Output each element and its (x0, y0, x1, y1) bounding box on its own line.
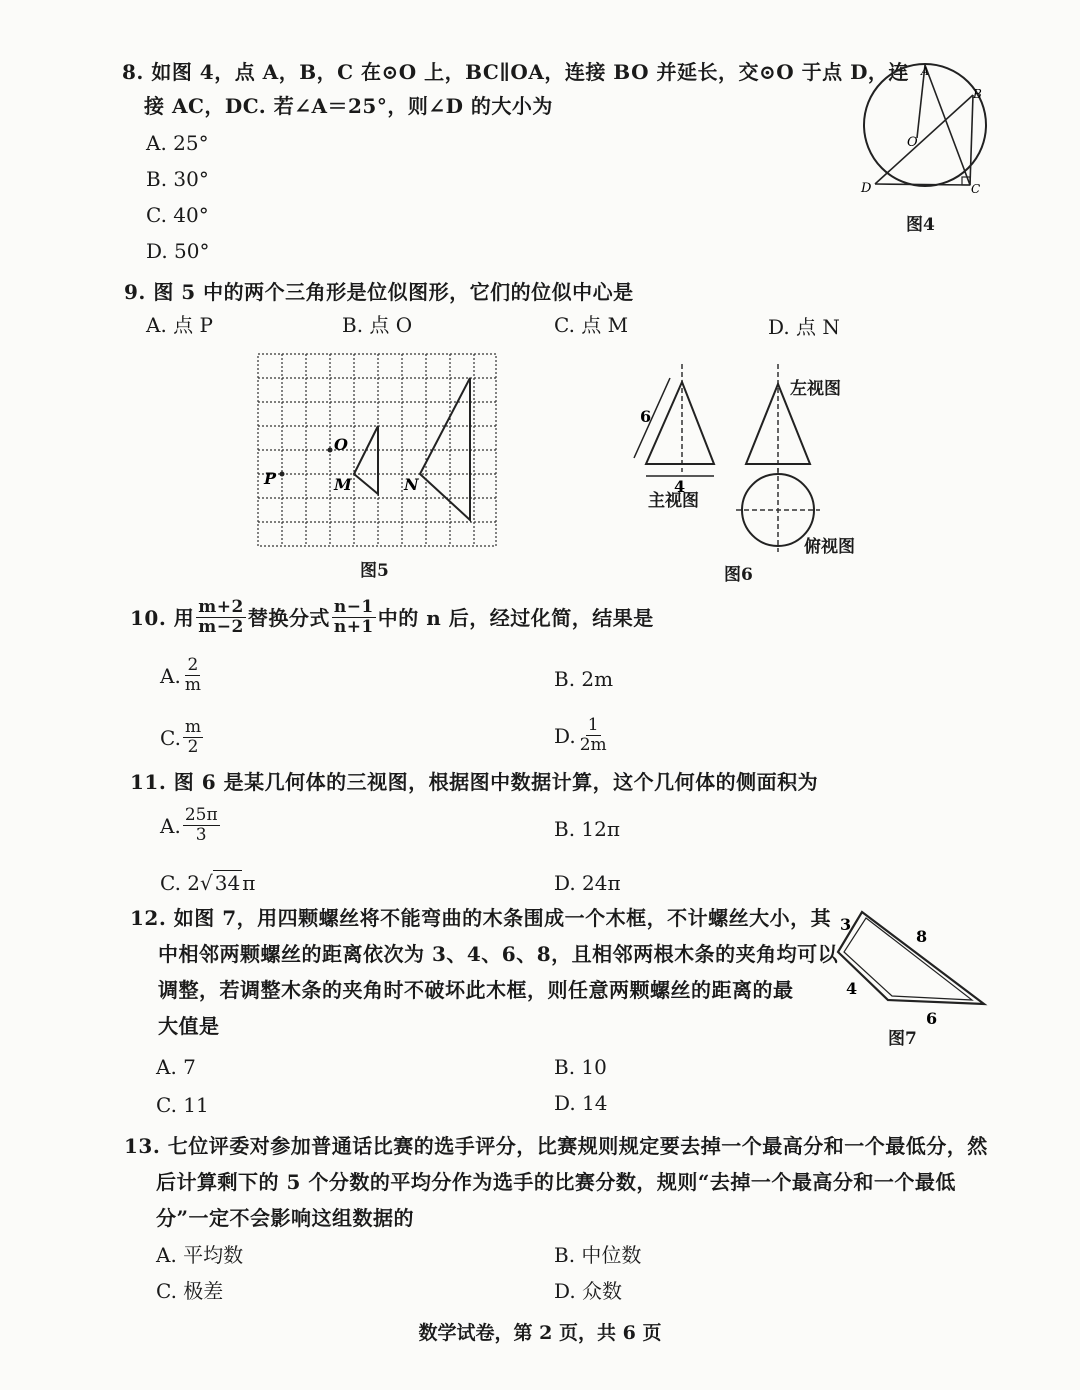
q10-prefix: 10. 用 (130, 605, 195, 630)
fig6-left-view-label: 左视图 (790, 379, 841, 399)
fig4-label-d: D (861, 181, 872, 196)
q8-option-d: D. 50° (146, 239, 210, 263)
q12-option-a: A. 7 (156, 1055, 196, 1079)
q10-option-a (160, 656, 205, 695)
fig5-label-n: N (404, 475, 419, 494)
q13-option-a: A. 平均数 (156, 1243, 244, 1267)
fig6-base-label: 4 (674, 477, 686, 496)
q10-opt-a-label: A. (160, 663, 181, 688)
q11-option-c (160, 868, 255, 898)
fig5-label-m: M (334, 475, 352, 494)
figure-6-caption: 图6 (724, 565, 753, 585)
fig7-side-3: 3 (840, 915, 852, 934)
q11-opt-a-den: 3 (195, 825, 207, 845)
q11-opt-a-num: 25π (184, 805, 218, 825)
q10-option-c (160, 718, 205, 757)
q11-option-a (160, 806, 222, 845)
figure-7-wooden-frame (832, 900, 992, 1030)
q10-opt-d-fraction (578, 716, 609, 755)
q10-opt-a-fraction (183, 656, 203, 695)
q11-option-d: D. 24π (554, 871, 621, 895)
q10-opt-a-den: m (184, 675, 201, 695)
q11-opt-c-label: C. 2 (160, 871, 201, 895)
fig4-label-b: B (973, 87, 982, 101)
q12-line1: 12. 如图 7，用四颗螺丝将不能弯曲的木条围成一个木框，不计螺丝大小，其 (130, 906, 832, 930)
figure-7-caption: 图7 (888, 1029, 917, 1049)
q8-line2: 接 AC，DC. 若∠A＝25°，则∠D 的大小为 (144, 94, 553, 118)
q10-frac1-den: m−2 (198, 617, 244, 637)
fig7-side-6: 6 (926, 1009, 938, 1028)
q11-option-b: B. 12π (554, 817, 621, 841)
q13-option-b: B. 中位数 (554, 1243, 642, 1267)
fig7-side-8: 8 (916, 927, 928, 946)
q12-line4: 大值是 (158, 1014, 220, 1038)
q11-opt-c-tail: π (242, 871, 256, 895)
q8-option-b: B. 30° (146, 167, 209, 191)
q9-option-d: D. 点 N (768, 315, 840, 339)
figure-5-caption: 图5 (360, 561, 389, 581)
q10-option-b: B. 2m (554, 667, 614, 691)
figure-5-grid-diagram (250, 350, 500, 550)
q12-line3: 调整，若调整木条的夹角时不破坏此木框，则任意两颗螺丝的距离的最 (158, 978, 794, 1002)
sqrt-sign: √ (200, 871, 213, 895)
figure-4-circle-diagram (855, 60, 995, 200)
q9-option-b: B. 点 O (342, 313, 413, 337)
q10-frac2-num: n−1 (333, 597, 374, 617)
q13-option-d: D. 众数 (554, 1279, 623, 1303)
q10-option-d (554, 716, 611, 755)
q10-fraction-2 (332, 598, 376, 637)
q10-opt-c-fraction (183, 718, 203, 757)
q9-option-a: A. 点 P (146, 313, 213, 337)
q12-option-d: D. 14 (554, 1091, 608, 1115)
fig5-label-o: O (334, 435, 348, 454)
q10-opt-d-den: 2m (579, 735, 607, 755)
fig6-front-view-label: 主视图 (648, 491, 699, 511)
fig4-label-o: O (907, 135, 918, 150)
q8-option-a: A. 25° (146, 131, 209, 155)
q13-line1: 13. 七位评委对参加普通话比赛的选手评分，比赛规则规定要去掉一个最高分和一个最低分，然 (124, 1134, 988, 1158)
fig7-side-4: 4 (846, 979, 858, 998)
q10-mid: 替换分式 (247, 605, 330, 630)
q8-line1: 8. 如图 4，点 A，B，C 在⊙O 上，BC∥OA，连接 BO 并延长，交⊙O 于点 D，连 (122, 60, 909, 84)
q10-opt-c-label: C. (160, 725, 181, 750)
q11-opt-c-radicand: 34 (214, 871, 241, 895)
figure-6-three-views (620, 360, 880, 560)
q10-opt-c-num: m (184, 717, 202, 737)
q12-option-c: C. 11 (156, 1093, 209, 1117)
q10-suffix: 中的 n 后，经过化简，结果是 (377, 605, 654, 630)
q12-line2: 中相邻两颗螺丝的距离依次为 3、4、6、8，且相邻两根木条的夹角均可以 (158, 942, 839, 966)
q10-frac1-num: m+2 (198, 597, 244, 617)
q10-text (130, 598, 654, 637)
q13-line2: 后计算剩下的 5 个分数的平均分作为选手的比赛分数，规则“去掉一个最高分和一个最低 (156, 1170, 956, 1194)
q10-opt-c-den: 2 (187, 737, 199, 757)
q10-opt-a-num: 2 (187, 655, 199, 675)
figure-4-caption: 图4 (906, 215, 935, 235)
q8-option-c: C. 40° (146, 203, 209, 227)
page-footer: 数学试卷，第 2 页，共 6 页 (418, 1322, 662, 1344)
q11-opt-a-label: A. (160, 813, 181, 838)
q12-option-b: B. 10 (554, 1055, 607, 1079)
q10-opt-d-num: 1 (587, 715, 599, 735)
q9-text: 9. 图 5 中的两个三角形是位似图形，它们的位似中心是 (124, 280, 634, 304)
fig4-label-a: A (921, 65, 929, 78)
q10-opt-d-label: D. (554, 723, 576, 748)
q10-fraction-1 (196, 598, 246, 637)
fig6-slant-label: 6 (640, 407, 652, 426)
q11-text: 11. 图 6 是某几何体的三视图，根据图中数据计算，这个几何体的侧面积为 (130, 770, 819, 794)
fig6-top-view-label: 俯视图 (804, 537, 855, 557)
q13-line3: 分”一定不会影响这组数据的 (156, 1206, 415, 1230)
q11-opt-a-fraction (183, 806, 220, 845)
q13-option-c: C. 极差 (156, 1279, 224, 1303)
fig4-label-c: C (971, 182, 981, 196)
q10-frac2-den: n+1 (333, 617, 374, 637)
q9-option-c: C. 点 M (554, 313, 629, 337)
fig5-label-p: P (264, 469, 277, 488)
